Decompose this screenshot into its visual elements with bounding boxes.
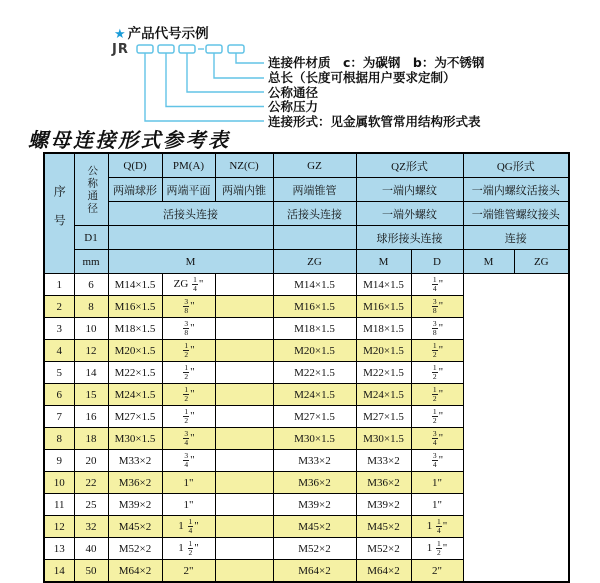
- table-cell: 2": [411, 560, 463, 583]
- table-cell: 14: [74, 362, 108, 384]
- header-cell-mm: mm: [74, 250, 108, 274]
- table-cell: M45×2: [108, 516, 162, 538]
- table-cell: 9: [44, 450, 74, 472]
- table-cell: $\frac{1}{2}$ ": [411, 340, 463, 362]
- table-cell: M52×2: [356, 538, 411, 560]
- product-code-prefix: JR: [112, 42, 129, 57]
- table-cell: $\frac{1}{4}$ ": [411, 274, 463, 296]
- table-cell: M52×2: [108, 538, 162, 560]
- table-title: 螺母连接形式参考表: [28, 128, 231, 152]
- table-body: [44, 274, 569, 583]
- table-cell: $\frac{1}{2}$ ": [411, 362, 463, 384]
- table-cell: 1 $\frac{1}{2}$ ": [162, 538, 215, 560]
- table-cell: $\frac{1}{2}$ ": [162, 362, 215, 384]
- header-cell-zg: ZG: [273, 250, 356, 274]
- table-cell: [215, 472, 273, 494]
- table-cell: [215, 318, 273, 340]
- header-cell-dn: [74, 153, 108, 226]
- table-cell: M36×2: [108, 472, 162, 494]
- header-cell-gz-join: 活接头连接: [273, 202, 356, 226]
- table-cell: $\frac{3}{4}$ ": [411, 450, 463, 472]
- table-cell: [215, 428, 273, 450]
- table-cell: M18×1.5: [273, 318, 356, 340]
- table-cell: 1": [411, 494, 463, 516]
- code-box: [228, 45, 244, 53]
- header-cell-qg-join: 连接: [463, 226, 569, 250]
- table-cell: M27×1.5: [356, 406, 411, 428]
- table-cell: M36×2: [273, 472, 356, 494]
- code-box: [158, 45, 174, 53]
- table-cell: M36×2: [356, 472, 411, 494]
- table-cell: M64×2: [108, 560, 162, 583]
- header-cell-gz-sub: 两端锥管: [273, 178, 356, 202]
- header-cell-qg-m: M: [463, 250, 514, 274]
- header-cell-qg-zg: ZG: [514, 250, 569, 274]
- table-cell: M16×1.5: [273, 296, 356, 318]
- header-cell-qg: QG形式: [463, 153, 569, 178]
- table-cell: 50: [74, 560, 108, 583]
- table-cell: $\frac{3}{8}$ ": [411, 318, 463, 340]
- table-cell: 2": [162, 560, 215, 583]
- table-cell: $\frac{1}{2}$ ": [411, 384, 463, 406]
- table-cell: 1: [44, 274, 74, 296]
- table-cell: M45×2: [273, 516, 356, 538]
- table-cell: 32: [74, 516, 108, 538]
- table-cell: 8: [74, 296, 108, 318]
- table-row: [44, 362, 569, 384]
- table-cell: [215, 538, 273, 560]
- table-cell: 8: [44, 428, 74, 450]
- table-cell: 6: [74, 274, 108, 296]
- diagram-label-diameter: 公称通径: [268, 84, 319, 100]
- table-row: [44, 516, 569, 538]
- header-cell-gz: GZ: [273, 153, 356, 178]
- diagram-label-length: 总长（长度可根据用户要求定制）: [268, 70, 456, 85]
- table-row: [44, 538, 569, 560]
- header-cell-m-join: 活接头连接: [108, 202, 273, 226]
- table-cell: [215, 274, 273, 296]
- code-box: [137, 45, 153, 53]
- table-cell: M30×1.5: [108, 428, 162, 450]
- table-row: [44, 494, 569, 516]
- table-cell: [215, 406, 273, 428]
- star-icon: ★: [114, 27, 126, 42]
- header-cell-index: [44, 153, 74, 274]
- diagram-label-connection: 连接形式：见金属软管常用结构形式表: [268, 113, 481, 129]
- table-cell: M16×1.5: [356, 296, 411, 318]
- table-cell: M39×2: [273, 494, 356, 516]
- table-cell: 1": [162, 494, 215, 516]
- table-cell: 1 $\frac{1}{4}$ ": [411, 516, 463, 538]
- table-cell: M24×1.5: [356, 384, 411, 406]
- header-cell-nz-sub: 两端内锥: [215, 178, 273, 202]
- header-dn-text: 公称通径: [86, 164, 98, 215]
- table-cell: [215, 494, 273, 516]
- table-cell: M33×2: [356, 450, 411, 472]
- table-cell: 3: [44, 318, 74, 340]
- table-cell: M18×1.5: [356, 318, 411, 340]
- table-cell: M30×1.5: [356, 428, 411, 450]
- header-cell-d1: D1: [74, 226, 108, 250]
- table-row: [44, 384, 569, 406]
- table-cell: [215, 450, 273, 472]
- table-row: [44, 472, 569, 494]
- header-cell-qg-sub1: 一端内螺纹活接头: [463, 178, 569, 202]
- leader-line: [187, 53, 264, 92]
- table-cell: $\frac{3}{8}$ ": [162, 318, 215, 340]
- table-cell: M64×2: [356, 560, 411, 583]
- table-cell: [215, 560, 273, 583]
- table-cell: M30×1.5: [273, 428, 356, 450]
- header-cell-qz: QZ形式: [356, 153, 463, 178]
- table-cell: 1": [411, 472, 463, 494]
- table-cell: 12: [44, 516, 74, 538]
- table-cell: $\frac{1}{2}$ ": [162, 406, 215, 428]
- table-cell: M27×1.5: [273, 406, 356, 428]
- header-cell-qz-m: M: [356, 250, 411, 274]
- table-cell: [215, 296, 273, 318]
- table-cell: 5: [44, 362, 74, 384]
- code-box: [179, 45, 195, 53]
- table-cell: 11: [44, 494, 74, 516]
- header-cell-m: M: [108, 250, 273, 274]
- table-cell: M24×1.5: [108, 384, 162, 406]
- table-cell: M20×1.5: [108, 340, 162, 362]
- table-cell: M33×2: [108, 450, 162, 472]
- table-cell: 18: [74, 428, 108, 450]
- table-cell: M24×1.5: [273, 384, 356, 406]
- table-row: [44, 560, 569, 583]
- table-cell: M22×1.5: [273, 362, 356, 384]
- table-cell: $\frac{3}{8}$ ": [162, 296, 215, 318]
- table-row: [44, 450, 569, 472]
- diagram-title: [114, 22, 209, 42]
- diagram-title-text: 产品代号示例: [127, 26, 209, 42]
- table-cell: $\frac{3}{8}$ ": [411, 296, 463, 318]
- table-row: [44, 428, 569, 450]
- table-cell: 12: [74, 340, 108, 362]
- table-cell: M39×2: [356, 494, 411, 516]
- header-cell-pm-sub: 两端平面: [162, 178, 215, 202]
- nut-connection-reference-table: [43, 152, 570, 583]
- table-cell: ZG $\frac{1}{4}$ ": [162, 274, 215, 296]
- table-cell: $\frac{3}{4}$ ": [411, 428, 463, 450]
- table-row: [44, 274, 569, 296]
- table-cell: M18×1.5: [108, 318, 162, 340]
- header-cell-qz-d: D: [411, 250, 463, 274]
- table-cell: M33×2: [273, 450, 356, 472]
- table-cell: 10: [44, 472, 74, 494]
- table-cell: M14×1.5: [108, 274, 162, 296]
- leader-line: [236, 53, 264, 63]
- table-cell: 4: [44, 340, 74, 362]
- table-cell: [215, 516, 273, 538]
- table-cell: 1 $\frac{1}{2}$ ": [411, 538, 463, 560]
- table-cell: 15: [74, 384, 108, 406]
- header-cell-q-sub: 两端球形: [108, 178, 162, 202]
- table-cell: M20×1.5: [273, 340, 356, 362]
- header-index-text: 序号: [52, 184, 67, 243]
- table-cell: M64×2: [273, 560, 356, 583]
- table-cell: 20: [74, 450, 108, 472]
- leader-line: [166, 53, 264, 107]
- table-cell: M45×2: [356, 516, 411, 538]
- table-cell: 25: [74, 494, 108, 516]
- table-cell: M14×1.5: [273, 274, 356, 296]
- header-cell-nz: NZ(C): [215, 153, 273, 178]
- table-cell: [215, 384, 273, 406]
- table-cell: $\frac{3}{4}$ ": [162, 450, 215, 472]
- table-header: [44, 153, 569, 274]
- header-cell-qz-join: 球形接头连接: [356, 226, 463, 250]
- table-cell: 7: [44, 406, 74, 428]
- header-cell-qz-sub2: 一端外螺纹: [356, 202, 463, 226]
- table-cell: 1 $\frac{1}{4}$ ": [162, 516, 215, 538]
- table-cell: 14: [44, 560, 74, 583]
- leader-line: [214, 53, 264, 78]
- table-cell: 22: [74, 472, 108, 494]
- diagram-label-material: 连接件材质 c：为碳钢 b：为不锈钢: [268, 55, 485, 70]
- table-cell: [215, 340, 273, 362]
- table-cell: M39×2: [108, 494, 162, 516]
- table-cell: M20×1.5: [356, 340, 411, 362]
- table-row: [44, 406, 569, 428]
- table-row: [44, 340, 569, 362]
- table-cell: $\frac{1}{2}$ ": [162, 384, 215, 406]
- table-cell: 1": [162, 472, 215, 494]
- table-cell: M22×1.5: [108, 362, 162, 384]
- header-cell-pm: PM(A): [162, 153, 215, 178]
- table-cell: 16: [74, 406, 108, 428]
- table-cell: M27×1.5: [108, 406, 162, 428]
- table-cell: $\frac{1}{2}$ ": [162, 340, 215, 362]
- table-row: [44, 318, 569, 340]
- table-cell: 13: [44, 538, 74, 560]
- table-cell: 2: [44, 296, 74, 318]
- header-cell-empty-m: [108, 226, 273, 250]
- table-cell: M14×1.5: [356, 274, 411, 296]
- table-cell: 6: [44, 384, 74, 406]
- table-cell: $\frac{1}{2}$ ": [411, 406, 463, 428]
- table-cell: M16×1.5: [108, 296, 162, 318]
- table-cell: M22×1.5: [356, 362, 411, 384]
- table-cell: $\frac{3}{4}$ ": [162, 428, 215, 450]
- header-cell-empty-gz: [273, 226, 356, 250]
- table-cell: [215, 362, 273, 384]
- diagram-label-pressure: 公称压力: [268, 99, 319, 114]
- table-cell: 10: [74, 318, 108, 340]
- header-cell-qg-sub2: 一端锥管螺纹接头: [463, 202, 569, 226]
- code-box: [206, 45, 222, 53]
- header-cell-q: Q(D): [108, 153, 162, 178]
- table-cell: 40: [74, 538, 108, 560]
- table-row: [44, 296, 569, 318]
- table-cell: M52×2: [273, 538, 356, 560]
- header-cell-qz-sub1: 一端内螺纹: [356, 178, 463, 202]
